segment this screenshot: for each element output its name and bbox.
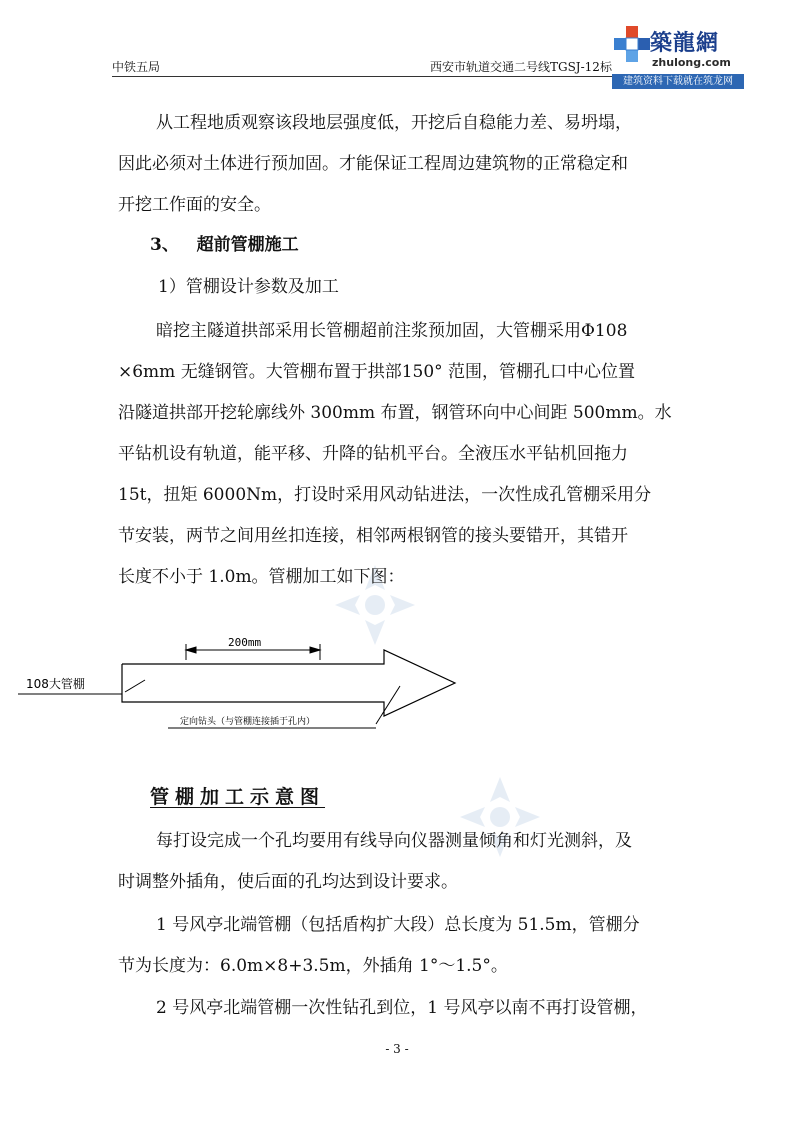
pipe-label: 108大管棚 [26,677,85,691]
pipe-arrow-outline [122,650,455,716]
page-number: - 3 - [385,1042,409,1056]
drill-label: 定向钻头（与管棚连接插于孔内） [180,717,316,727]
para2-line-5: 15t，扭矩 6000Nm，打设时采用风动钻进法，一次性成孔管棚采用分 [118,485,652,505]
para2-line-3: 沿隧道拱部开挖轮廓线外 300mm 布置，钢管环向中心间距 500mm。水 [118,403,672,423]
header-left: 中铁五局 [112,60,161,74]
pipe-joint-stroke [376,686,400,724]
para3-line-1: 每打设完成一个孔均要用有线导向仪器测量倾角和灯光测斜，及 [156,831,632,851]
para3-line-2: 时调整外插角，使后面的孔均达到设计要求。 [118,872,458,892]
para2-line-4: 平钻机设有轨道，能平移、升降的钻机平台。全液压水平钻机回拖力 [118,444,628,464]
zhulong-logo [612,20,744,92]
logo-title: 築龍網 [650,30,720,56]
para2-line-6: 节安装，两节之间用丝扣连接，相邻两根钢管的接头要错开，其错开 [118,526,628,546]
pipe-inner-stroke [125,680,145,692]
subsection-title: 1）管棚设计参数及加工 [158,277,339,297]
para2-line-7: 长度不小于 1.0m。管棚加工如下图： [118,567,405,587]
dimension-label: 200mm [228,636,262,649]
para1-line-2: 因此必须对土体进行预加固。才能保证工程周边建筑物的正常稳定和 [118,154,628,174]
para4-line-2: 节为长度为：6.0m×8+3.5m，外插角 1°～1.5°。 [118,956,508,976]
logo-url: zhulong.com [652,56,731,69]
snowflake-logo-icon [612,22,652,72]
diagram-caption: 管棚加工示意图 [150,786,326,808]
logo-slogan: 建筑资料下载就在筑龙网 [612,74,744,89]
para1-line-1: 从工程地质观察该段地层强度低，开挖后自稳能力差、易坍塌， [156,113,632,133]
para5-line-1: 2 号风亭北端管棚一次性钻孔到位，1 号风亭以南不再打设管棚， [156,998,648,1018]
para1-line-3: 开挖工作面的安全。 [118,195,271,215]
section-title: 3、 超前管棚施工 [150,235,299,255]
para2-line-1: 暗挖主隧道拱部采用长管棚超前注浆预加固，大管棚采用Φ108 [156,321,628,341]
header-right: 西安市轨道交通二号线TGSJ-12标 [430,60,612,74]
para4-line-1: 1 号风亭北端管棚（包括盾构扩大段）总长度为 51.5m，管棚分 [156,915,640,935]
pipe-shed-diagram [0,620,794,750]
header-rule [112,76,682,77]
para2-line-2: ×6mm 无缝钢管。大管棚布置于拱部150° 范围，管棚孔口中心位置 [118,362,636,382]
